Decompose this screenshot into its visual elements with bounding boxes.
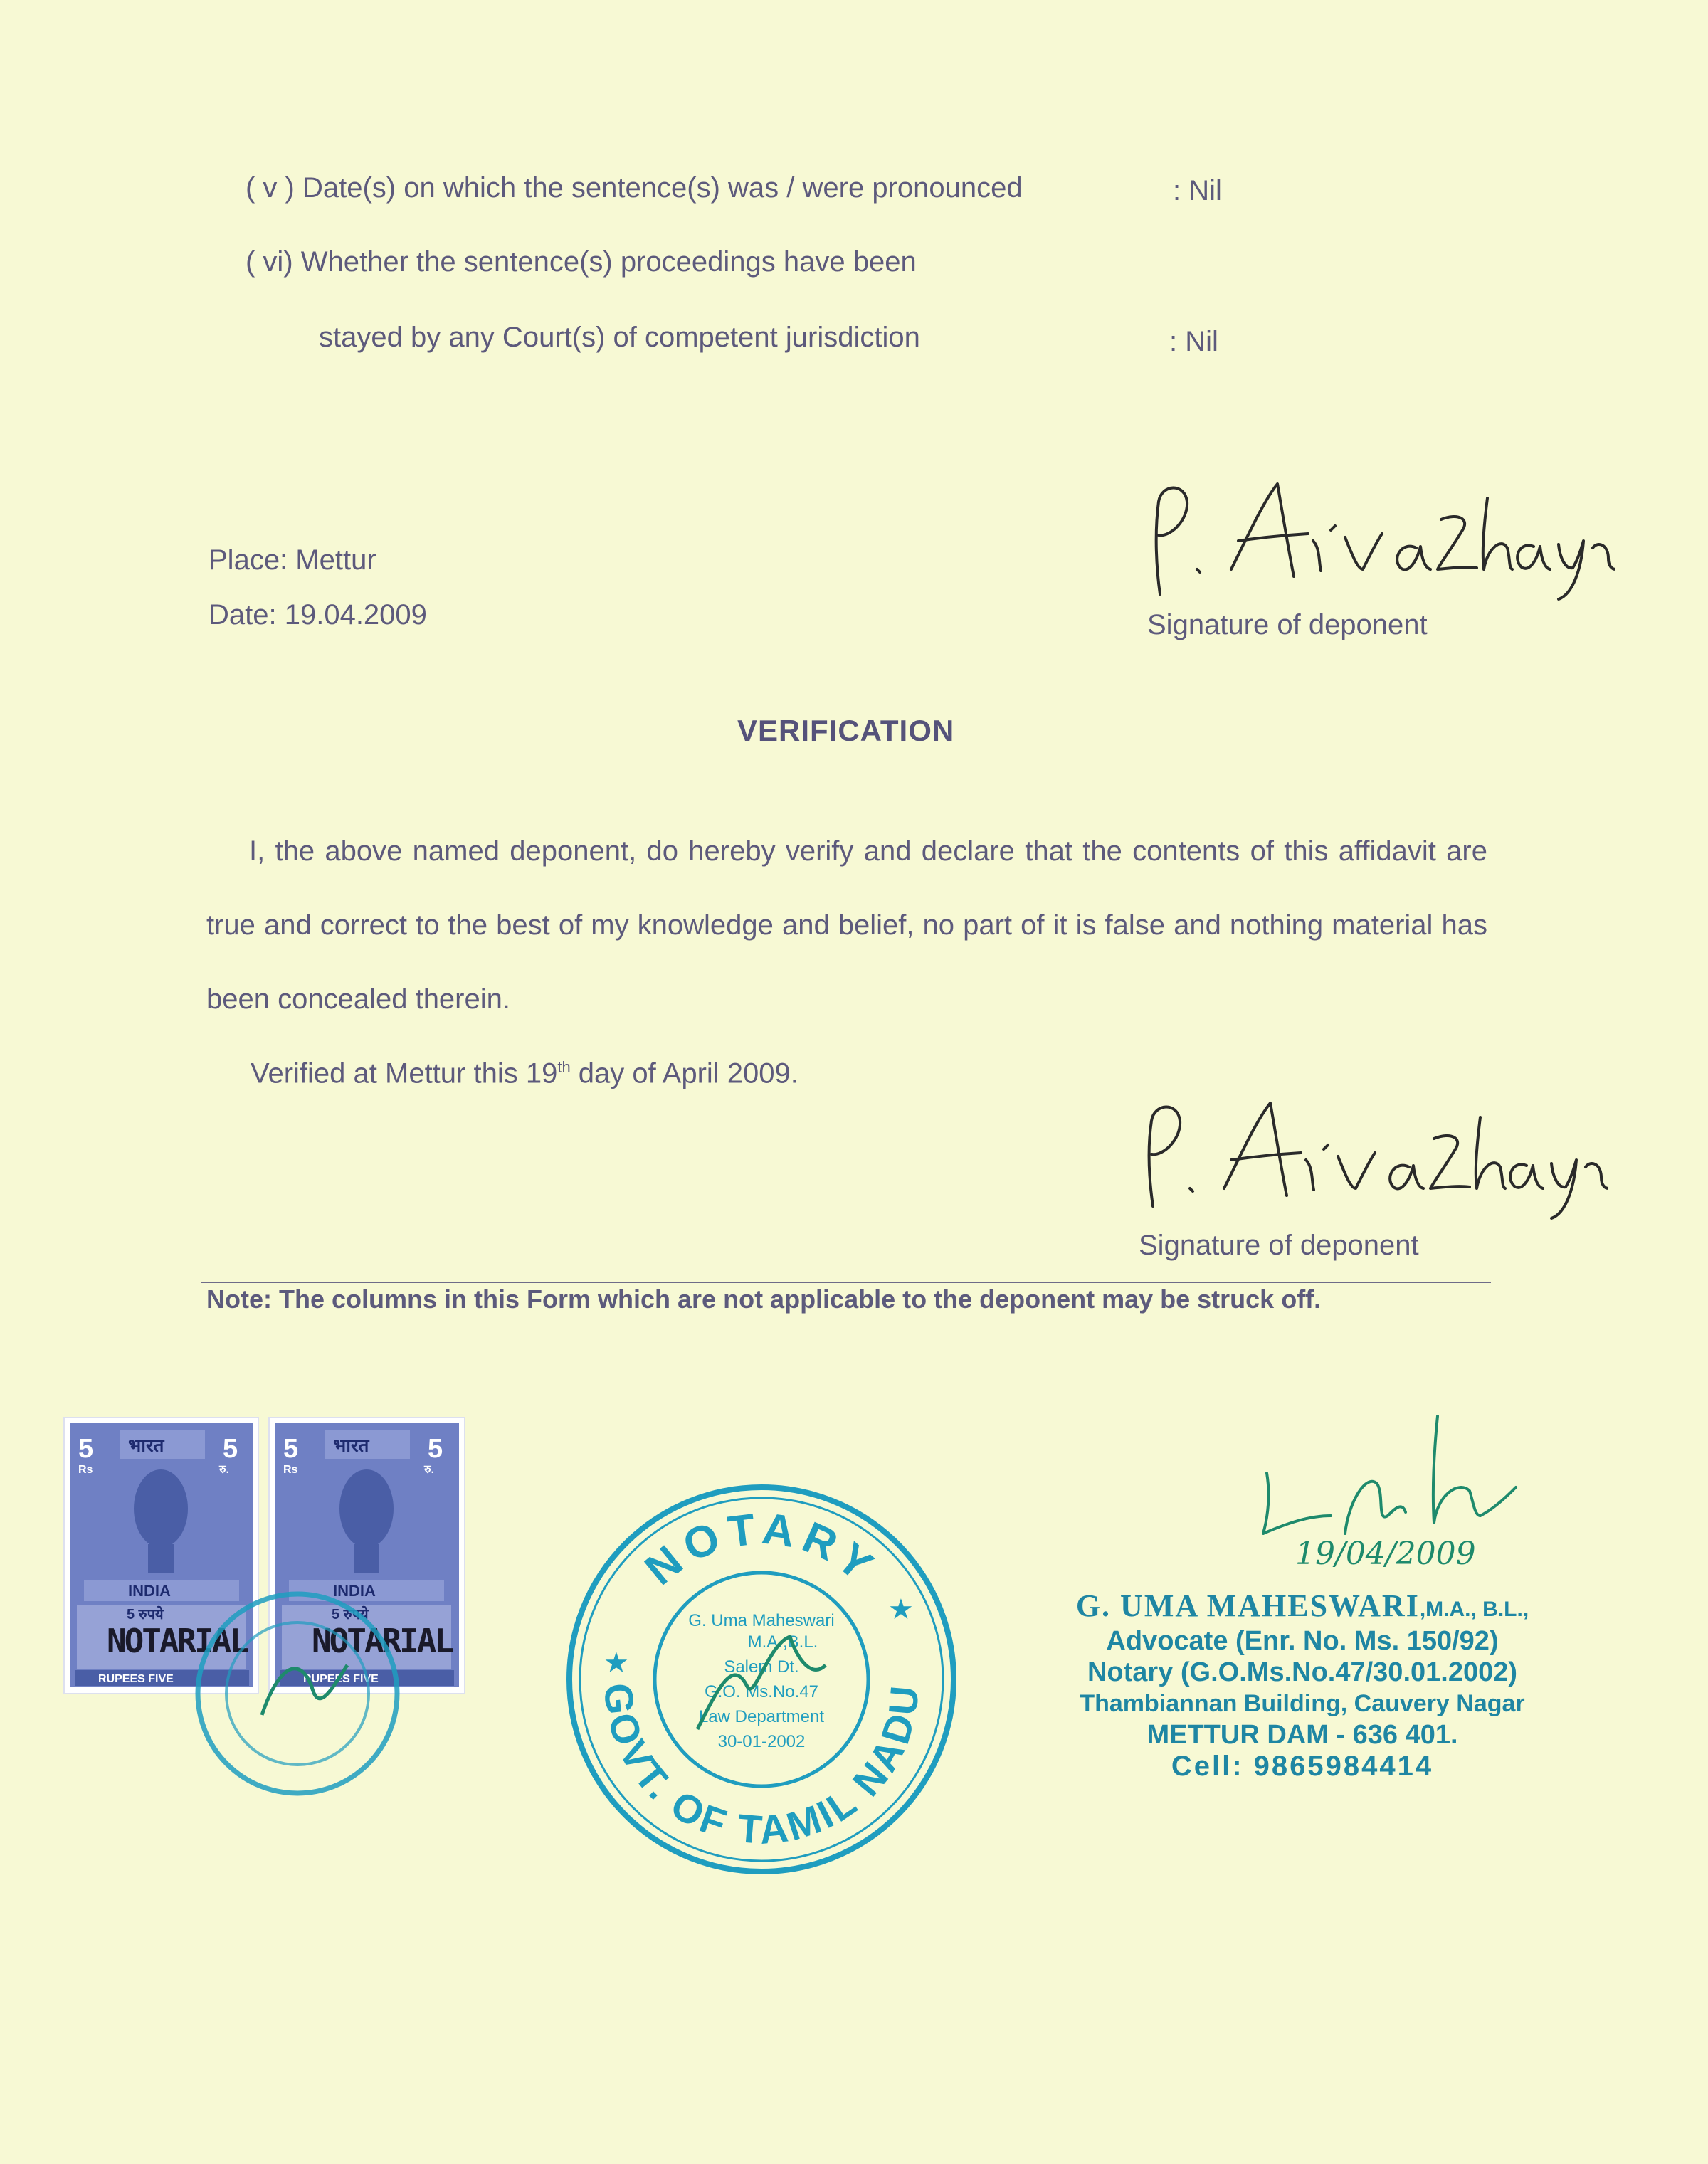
verified-sup: th [557,1058,571,1076]
seal-bottom-text: GOVT. OF TAMIL NADU [595,1681,928,1853]
verified-pre: Verified at Mettur this 19 [251,1057,558,1089]
stamp-right-value-1: 5 [283,1434,299,1464]
notary-line3: Notary (G.O.Ms.No.47/30.01.2002) [1087,1657,1518,1687]
verification-heading: VERIFICATION [737,714,955,747]
notary-stamp-block [1011,1590,1594,1782]
notary-seal [555,1473,968,1886]
seal-inner-6: 30-01-2002 [717,1732,806,1751]
notary-line4: Thambiannan Building, Cauvery Nagar [1080,1690,1525,1717]
stamp-left-rs: Rs [78,1464,93,1476]
seal-top-text: NOTARY [636,1504,887,1595]
verified-post: day of April 2009. [570,1057,798,1089]
stamp-right-overprint: NOTARIAL [312,1622,454,1660]
item-vi-value: : Nil [1169,326,1218,357]
signature-caption-2: Signature of deponent [1139,1230,1419,1261]
notary-cell: Cell: 9865984414 [1171,1751,1434,1782]
verified-line [251,1050,798,1090]
stamp-right-rupaye: 5 रुपये [332,1607,369,1622]
item-v-value: : Nil [1173,175,1222,206]
notary-line2: Advocate (Enr. No. Ms. 150/92) [1106,1626,1499,1656]
stamp-left-bharat: भारत [128,1435,164,1456]
seal-inner-2: M.A.,B.L. [747,1632,818,1652]
stamp-left-rupaye: 5 रुपये [127,1607,164,1622]
svg-text:★: ★ [888,1593,914,1626]
stamp-left-value-2: 5 [223,1434,238,1464]
date-line: Date: 19.04.2009 [209,599,427,630]
notary-name: G. UMA MAHESWARI [1075,1588,1420,1623]
deponent-signature-2 [1110,1089,1608,1224]
stamp-right-rupees: RUPEES FIVE [303,1673,379,1685]
item-vi-label: ( vi) Whether the sentence(s) proceedings have been [246,246,917,278]
stamp-right-rs: Rs [283,1464,298,1476]
stamp-left-value-1: 5 [78,1434,94,1464]
form-note: Note: The columns in this Form which are not applicable to the deponent may be struck off. [206,1284,1322,1314]
stamp-right-bharat: भारत [333,1435,369,1456]
verification-text: I, the above named deponent, do hereby verify and declare that the contents of this affidavit are true and correct to the best of my knowledge and belief, no part of it is false and nothing material has been concealed therein. [206,835,1487,1015]
place-line: Place: Mettur [209,544,376,576]
stamp-left-india: INDIA [128,1582,171,1600]
revenue-stamps [63,1416,475,1800]
notary-qual: ,M.A., B.L., [1419,1598,1529,1621]
notary-line5: METTUR DAM - 636 401. [1146,1720,1458,1750]
verification-paragraph [206,814,1487,1036]
item-vi-label-cont: stayed by any Court(s) of competent jurisdiction [319,322,920,353]
stamp-right-value-2: 5 [428,1434,443,1464]
stamp-right-ru: रु. [424,1464,435,1476]
signature-caption-1: Signature of deponent [1147,609,1428,640]
stamp-left-overprint: NOTARIAL [107,1622,249,1660]
item-v-label: ( v ) Date(s) on which the sentence(s) was / were pronounced [246,172,1023,204]
deponent-signature-1 [1117,470,1615,612]
note-divider [201,1282,1491,1283]
svg-text:NOTARY [636,1504,887,1595]
seal-inner-4: G.O. Ms.No.47 [704,1682,819,1701]
seal-inner-1: G. Uma Maheswari [688,1611,835,1630]
seal-inner-3: Salem Dt. [724,1657,799,1677]
notary-handwritten-date: 19/04/2009 [1295,1536,1476,1572]
stamp-left-rupees: RUPEES FIVE [98,1673,174,1685]
seal-inner-5: Law Department [698,1707,825,1726]
stamp-right-india: INDIA [333,1582,376,1600]
stamp-left-ru: रु. [219,1464,230,1476]
svg-text:★: ★ [603,1647,629,1679]
